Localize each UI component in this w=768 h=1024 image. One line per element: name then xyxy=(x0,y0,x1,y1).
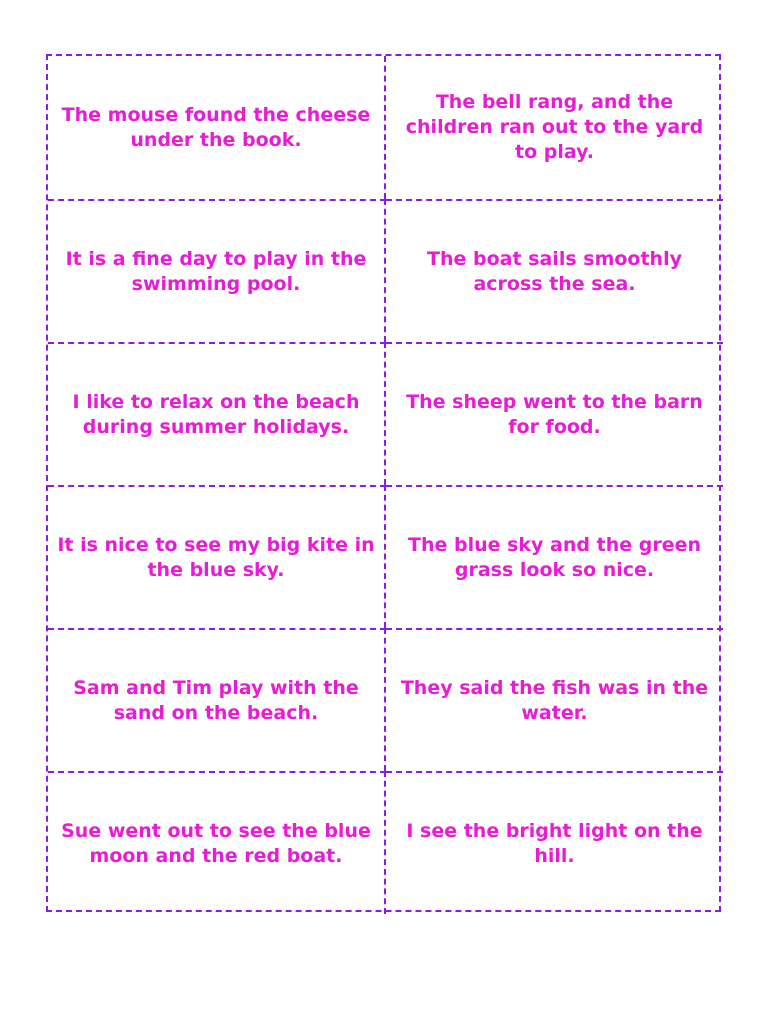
sentence-text: The mouse found the cheese under the book. xyxy=(61,103,371,151)
sentence-card-7 xyxy=(48,485,386,628)
sentence-card-5 xyxy=(48,342,386,485)
sentence-card-grid xyxy=(46,54,721,912)
sentence-card-2 xyxy=(386,56,723,199)
sentence-text: It is a fine day to play in the swimming pool. xyxy=(65,247,367,295)
sentence-text: The blue sky and the green grass look so nice. xyxy=(407,533,701,581)
sentence-card-9 xyxy=(48,628,386,771)
sentence-text: The boat sails smoothly across the sea. xyxy=(427,247,682,295)
sentence-text: They said the fish was in the water. xyxy=(400,676,709,724)
sentence-card-6 xyxy=(386,342,723,485)
sentence-card-1 xyxy=(48,56,386,199)
sentence-card-11 xyxy=(48,771,386,914)
sentence-card-8 xyxy=(386,485,723,628)
sentence-text: The bell rang, and the children ran out to the yard to play. xyxy=(405,91,704,163)
sentence-text: It is nice to see my big kite in the blue sky. xyxy=(57,533,375,581)
sentence-card-10 xyxy=(386,628,723,771)
sentence-text: I like to relax on the beach during summer holidays. xyxy=(72,390,360,438)
sentence-text: Sue went out to see the blue moon and the red boat. xyxy=(61,819,371,867)
sentence-text: The sheep went to the barn for food. xyxy=(406,390,703,438)
sentence-text: I see the bright light on the hill. xyxy=(406,819,703,867)
sentence-text: Sam and Tim play with the sand on the beach. xyxy=(73,676,359,724)
sentence-card-3 xyxy=(48,199,386,342)
sentence-card-12 xyxy=(386,771,723,914)
sentence-card-4 xyxy=(386,199,723,342)
